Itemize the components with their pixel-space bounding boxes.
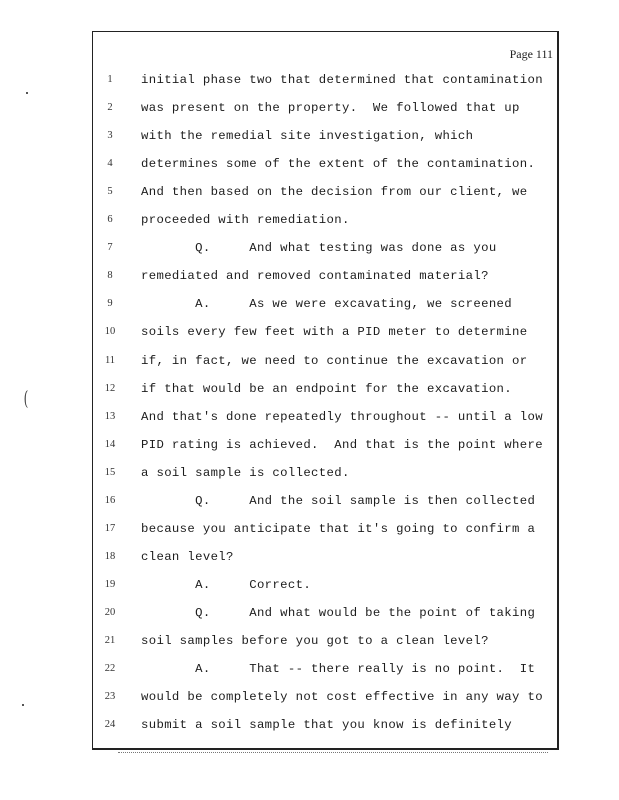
transcript-line-text: Q. And what would be the point of taking: [141, 605, 536, 620]
transcript-line-text: clean level?: [141, 549, 234, 564]
transcript-line-text: proceeded with remediation.: [141, 213, 350, 228]
line-number: 2: [107, 102, 113, 114]
scan-speck: [22, 704, 24, 706]
line-number: 14: [104, 438, 116, 450]
transcript-line-text: initial phase two that determined that contamination: [141, 73, 543, 87]
transcript-line-text: A. Correct.: [141, 577, 312, 592]
transcript-line-text: a soil sample is collected.: [141, 465, 350, 480]
line-number: 21: [104, 635, 116, 646]
line-number: 16: [104, 494, 116, 506]
line-number: 5: [107, 186, 113, 198]
line-number: 18: [104, 550, 116, 562]
line-number: 10: [104, 326, 116, 338]
transcript-line-text: soils every few feet with a PID meter to determine: [141, 325, 528, 340]
line-number: 24: [104, 719, 116, 731]
line-number: 12: [104, 382, 116, 394]
scan-bottom-noise: [118, 752, 548, 754]
transcript-line-text: And then based on the decision from our client, we: [141, 185, 528, 200]
line-number: 6: [107, 214, 113, 226]
line-number: 23: [104, 691, 116, 703]
transcript-line-text: PID rating is achieved. And that is the point where: [141, 437, 543, 452]
line-number: 3: [107, 130, 113, 142]
transcript-line-text: would be completely not cost effective in any way to: [141, 690, 543, 705]
line-number: 15: [104, 466, 116, 478]
transcript-line-text: A. That -- there really is no point. It: [141, 662, 536, 677]
line-number: 7: [107, 242, 113, 254]
margin-bracket-mark: (: [23, 386, 29, 410]
line-number: 8: [107, 270, 113, 282]
transcript-line-text: was present on the property. We followed that up: [141, 101, 520, 116]
line-number: 13: [104, 410, 116, 422]
line-number: 9: [107, 298, 113, 310]
transcript-line-text: determines some of the extent of the contamination.: [141, 157, 536, 172]
transcript-line-text: soil samples before you got to a clean level?: [141, 634, 489, 648]
page-number: Page 111: [509, 47, 553, 61]
transcript-line-text: And that's done repeatedly throughout -- until a low: [141, 409, 543, 424]
line-number: 11: [104, 354, 116, 366]
line-number: 1: [107, 74, 113, 85]
transcript-line-text: A. As we were excavating, we screened: [141, 297, 513, 312]
transcript-line-text: Q. And what testing was done as you: [141, 241, 497, 256]
transcript-line-text: if that would be an endpoint for the excavation.: [141, 381, 513, 396]
transcript-line-text: remediated and removed contaminated material?: [141, 269, 489, 284]
line-number: 22: [104, 663, 116, 675]
transcript-line-text: submit a soil sample that you know is definitely: [141, 718, 513, 733]
line-number: 19: [104, 578, 116, 590]
transcript-line-text: because you anticipate that it's going to confirm a: [141, 521, 536, 536]
transcript-line-text: Q. And the soil sample is then collected: [141, 493, 536, 508]
line-number: 4: [107, 158, 113, 170]
line-number: 17: [104, 522, 116, 534]
transcript-line-text: with the remedial site investigation, which: [141, 129, 474, 144]
transcript-line-text: if, in fact, we need to continue the excavation or: [141, 353, 528, 368]
line-number: 20: [104, 606, 116, 618]
scan-speck: [26, 92, 28, 94]
